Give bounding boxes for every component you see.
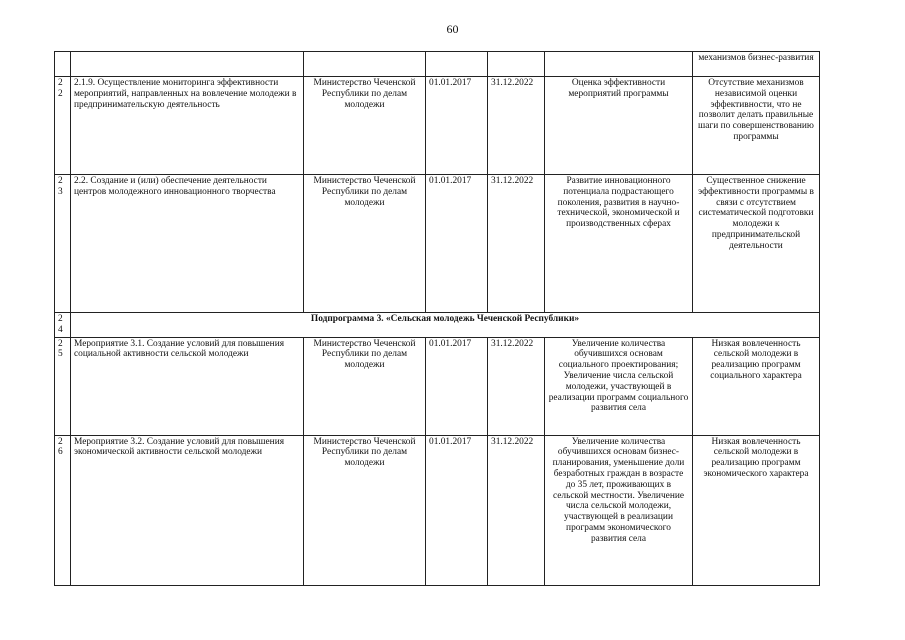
event-cell: 2.2. Создание и (или) обеспечение деятельности центров молодежного инновационного творчества (71, 175, 304, 313)
table-row (55, 435, 820, 585)
row-number (55, 52, 71, 77)
risk-cell: механизмов бизнес-развития (693, 52, 820, 77)
start-date-cell: 01.01.2017 (426, 77, 488, 175)
page-number: 60 (446, 22, 459, 36)
executor-cell (304, 52, 426, 77)
subprogram-title: Подпрограмма 3. «Сельская молодежь Чеченской Республики» (71, 313, 820, 338)
start-date-cell: 01.01.2017 (426, 337, 488, 435)
end-date-cell: 31.12.2022 (488, 435, 545, 585)
row-number: 2 2 (55, 77, 71, 175)
row-number: 2 6 (55, 435, 71, 585)
row-number: 2 3 (55, 175, 71, 313)
result-cell: Увеличение количества обучившихся основам социального проектирования; Увеличение числа сельской молодежи, участвующей в реализации программ социального развития села (545, 337, 693, 435)
risk-cell: Существенное снижение эффективности программы в связи с отсутствием систематической подготовки молодежи к предпринимательской деятельности (693, 175, 820, 313)
risk-cell: Низкая вовлеченность сельской молодежи в реализацию программ экономического характера (693, 435, 820, 585)
program-table (54, 51, 820, 586)
result-cell: Увеличение количества обучившихся основам бизнес-планирования, уменьшение доли безработных граждан в возрасте до 35 лет, проживающих в сельской местности. Увеличение числа сельской молодежи, участвующей в реализации программ экономического развития села (545, 435, 693, 585)
event-cell: Мероприятие 3.2. Создание условий для повышения экономической активности сельской молодежи (71, 435, 304, 585)
result-cell: Оценка эффективности мероприятий программы (545, 77, 693, 175)
end-date-cell (488, 52, 545, 77)
row-number: 2 4 (55, 313, 71, 338)
risk-cell: Низкая вовлеченность сельской молодежи в реализацию программ социального характера (693, 337, 820, 435)
table-row (55, 337, 820, 435)
end-date-cell: 31.12.2022 (488, 175, 545, 313)
executor-cell: Министерство Чеченской Республики по делам молодежи (304, 77, 426, 175)
executor-cell: Министерство Чеченской Республики по делам молодежи (304, 435, 426, 585)
executor-cell: Министерство Чеченской Республики по делам молодежи (304, 337, 426, 435)
event-cell (71, 52, 304, 77)
start-date-cell (426, 52, 488, 77)
end-date-cell: 31.12.2022 (488, 77, 545, 175)
subprogram-row (55, 313, 820, 338)
row-number: 2 5 (55, 337, 71, 435)
table-row (55, 175, 820, 313)
start-date-cell: 01.01.2017 (426, 435, 488, 585)
table-row (55, 52, 820, 77)
start-date-cell: 01.01.2017 (426, 175, 488, 313)
table-row (55, 77, 820, 175)
event-cell: Мероприятие 3.1. Создание условий для повышения социальной активности сельской молодежи (71, 337, 304, 435)
event-cell: 2.1.9. Осуществление мониторинга эффективности мероприятий, направленных на вовлечение молодежи в предпринимательскую деятельность (71, 77, 304, 175)
end-date-cell: 31.12.2022 (488, 337, 545, 435)
result-cell: Развитие инновационного потенциала подрастающего поколения, развития в научно-технической, экономической и производственных сферах (545, 175, 693, 313)
executor-cell: Министерство Чеченской Республики по делам молодежи (304, 175, 426, 313)
result-cell (545, 52, 693, 77)
risk-cell: Отсутствие механизмов независимой оценки эффективности, что не позволит делать правильные шаги по совершенствованию программы (693, 77, 820, 175)
